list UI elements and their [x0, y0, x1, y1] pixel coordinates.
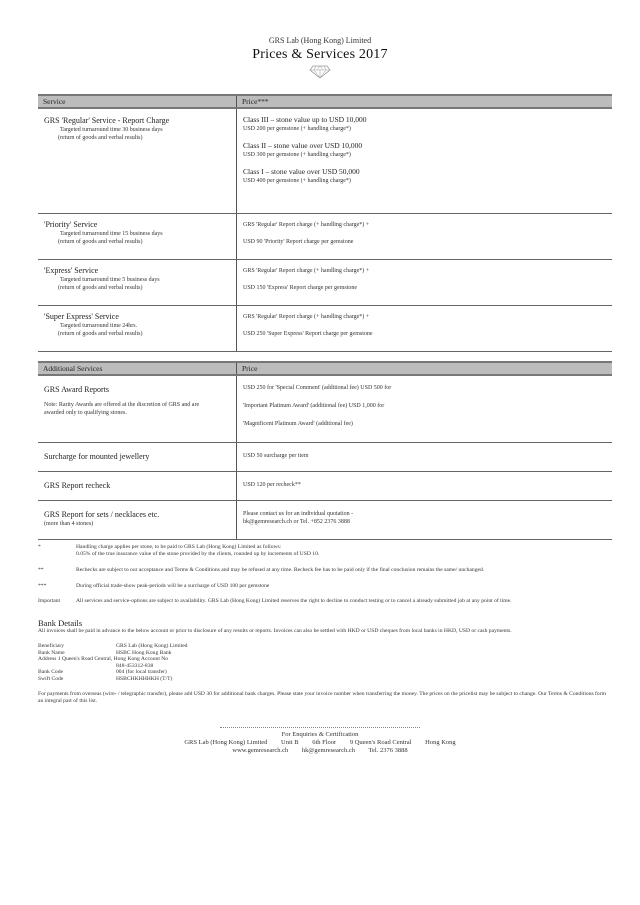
additional-services-table: [38, 361, 612, 540]
service-note: Note: Rarity Awards are offered at the discretion of GRS and are awarded only to qualifying stones.: [44, 402, 200, 416]
bank-details: [38, 618, 608, 705]
table-row: [38, 443, 612, 472]
table-row: [38, 214, 612, 260]
footer-heading: For Enquiries & Certification: [281, 731, 359, 738]
footnote-recheck: [38, 567, 608, 574]
turnaround-text: Targeted turnaround time 15 business days: [60, 231, 163, 237]
services-table: [38, 94, 612, 352]
swift-code-label: Swift Code: [38, 675, 64, 682]
service-name: GRS Award Reports: [44, 385, 110, 394]
page-header: [0, 36, 640, 79]
column-header-price: Price***: [237, 95, 613, 108]
service-name: GRS Report for sets / necklaces etc.: [44, 510, 160, 519]
price-class-1-detail: USD 400 per gemstone (+ handling charge*): [243, 178, 351, 184]
turnaround-text: Targeted turnaround time 30 business days: [60, 127, 163, 133]
price-line: USD 90 'Priority' Report charge per gemstone: [243, 239, 354, 245]
footnote-mark: *: [38, 544, 41, 550]
price-line: 'Magnificent Platinum Award' (additional fee): [243, 421, 353, 427]
footnote-handling: [38, 544, 608, 558]
column-header-service: Service: [38, 95, 237, 108]
service-note: (return of goods and verbal results): [58, 135, 143, 141]
footnote-text: Rechecks are subject to our acceptance and Terms & Conditions and may be refused at any time. Recheck fee has to be paid only if the final conclusion remains the same/ unchanged.: [76, 567, 485, 573]
footnote-text: All services and service-options are subject to availability. GRS Lab (Hong Kong) Limited reserves the right to decline to conduct testing or to cancel a already submitted job at any point of time.: [76, 598, 512, 604]
price-line: GRS 'Regular' Report charge (+ handling charge*) +: [243, 222, 370, 228]
footer-floor: 6th Floor: [312, 739, 337, 746]
service-name: GRS 'Regular' Service - Report Charge: [44, 116, 170, 125]
table-row: [38, 501, 612, 540]
price-line: USD 250 'Super Express' Report charge per gemstone: [243, 331, 373, 337]
page-title: Prices & Services 2017: [252, 47, 388, 62]
footer-street: 9 Queen's Road Central: [349, 739, 412, 746]
column-header-price: Price: [237, 362, 613, 375]
price-line: 'Important Platinum Award' (additional fee) USD 1,000 for: [243, 403, 385, 409]
table-row: [38, 375, 612, 443]
footnote-text: During official trade-show peak-periods will be a surcharge of USD 100 per gemstone: [76, 583, 270, 589]
footnote-text: Handling charge applies per stone, to be paid to GRS Lab (Hong Kong) Limited as follows:: [76, 544, 282, 550]
footnote-text: 0.05% of the true insurance value of the stone provided by the clients, rounded up by increments of USD 10.: [76, 551, 320, 557]
diamond-icon: [309, 65, 331, 79]
price-line: GRS 'Regular' Report charge (+ handling charge*) +: [243, 314, 370, 320]
account-number: 848-453312-838: [116, 662, 154, 669]
footnote-surcharge: [38, 583, 608, 590]
service-name: Surcharge for mounted jewellery: [44, 452, 150, 461]
divider: [220, 727, 420, 728]
footer-website-link[interactable]: www.gemresearch.ch: [232, 747, 289, 754]
price-line: USD 50 surcharge per item: [243, 453, 309, 459]
additional-table-header: [38, 362, 612, 375]
beneficiary-label: Beneficiary: [38, 643, 65, 649]
service-note: (return of goods and verbal results): [58, 285, 143, 291]
turnaround-text: Targeted turnaround time 24hrs.: [60, 323, 138, 329]
overseas-payment-note: For payments from overseas (wire- / telegraphic transfer), please add USD 30 for additional bank charges. Please state your invoice number when transferring the money. The prices on the pricelist may be subject to change. Our Terms & Conditions form an integral part of this list.: [38, 690, 606, 704]
service-name: 'Express' Service: [44, 266, 99, 275]
price-line: USD 150 'Express' Report charge per gemstone: [243, 285, 358, 291]
bank-intro-text: All invoices shall be paid in advance to the below account or prior to disclosure of any results or reports. Invoices can also be settled with HKD or USD cheques from local banks in HKD, USD or cash payments.: [38, 628, 512, 634]
bank-code-value: 004 (for local transfer): [116, 669, 167, 676]
service-note: (more than 4 stones): [44, 521, 94, 527]
service-name: GRS Report recheck: [44, 481, 111, 490]
footnotes: [38, 544, 608, 612]
bank-info: [38, 643, 608, 683]
turnaround-text: Targeted turnaround time 5 business days: [60, 277, 160, 283]
price-line: Please contact us for an individual quotation -: [243, 511, 354, 517]
services-table-header: [38, 95, 612, 108]
column-header-additional-services: Additional Services: [38, 362, 237, 375]
footnote-mark: **: [38, 567, 44, 573]
swift-code-value: HSBCHKHHHKH (T/T): [116, 675, 173, 682]
page-footer: [0, 727, 640, 755]
footer-address: [0, 739, 640, 747]
table-row: [38, 260, 612, 306]
service-name: 'Super Express' Service: [44, 312, 119, 321]
footer-unit: Unit B: [281, 739, 299, 746]
price-line: GRS 'Regular' Report charge (+ handling charge*) +: [243, 268, 370, 274]
service-note: (return of goods and verbal results): [58, 239, 143, 245]
price-class-2: Class II – stone value over USD 10,000: [243, 141, 363, 150]
beneficiary-value: GRS Lab (Hong Kong) Limited: [116, 643, 188, 649]
price-class-3: Class III – stone value up to USD 10,000: [243, 115, 367, 124]
address-line: Address 1 Queen's Road Central, Hong Kong Account No: [38, 656, 169, 663]
service-name: 'Priority' Service: [44, 220, 98, 229]
table-row: [38, 472, 612, 501]
table-row: [38, 108, 612, 214]
footnote-mark: ***: [38, 583, 47, 589]
footer-email-link[interactable]: hk@gemresearch.ch: [301, 747, 355, 754]
bank-name-value: HSBC Hong Kong Bank: [116, 649, 172, 656]
footer-contacts: [0, 747, 640, 755]
company-name: GRS Lab (Hong Kong) Limited: [268, 36, 372, 45]
footnote-important: [38, 598, 608, 605]
price-line: USD 120 per recheck**: [243, 482, 301, 488]
contact-line: hk@gemresearch.ch or Tel. +852 2376 3888: [243, 519, 350, 525]
price-class-2-detail: USD 300 per gemstone (+ handling charge*): [243, 152, 351, 158]
bank-name-label: Bank Name: [38, 649, 65, 656]
footnote-mark: Important: [38, 598, 61, 604]
footer-city: Hong Kong: [425, 739, 456, 746]
price-class-3-detail: USD 200 per gemstone (+ handling charge*): [243, 126, 351, 132]
footer-telephone: Tel. 2376 3888: [368, 747, 408, 754]
price-line: USD 250 for 'Special Comment' (additional fee) USD 500 for: [243, 385, 392, 391]
service-note: (return of goods and verbal results): [58, 331, 143, 337]
footer-company: GRS Lab (Hong Kong) Limited: [184, 739, 268, 746]
bank-details-title: Bank Details: [38, 618, 83, 628]
bank-code-label: Bank Code: [38, 669, 64, 676]
table-row: [38, 306, 612, 352]
price-class-1: Class I – stone value over USD 50,000: [243, 167, 360, 176]
